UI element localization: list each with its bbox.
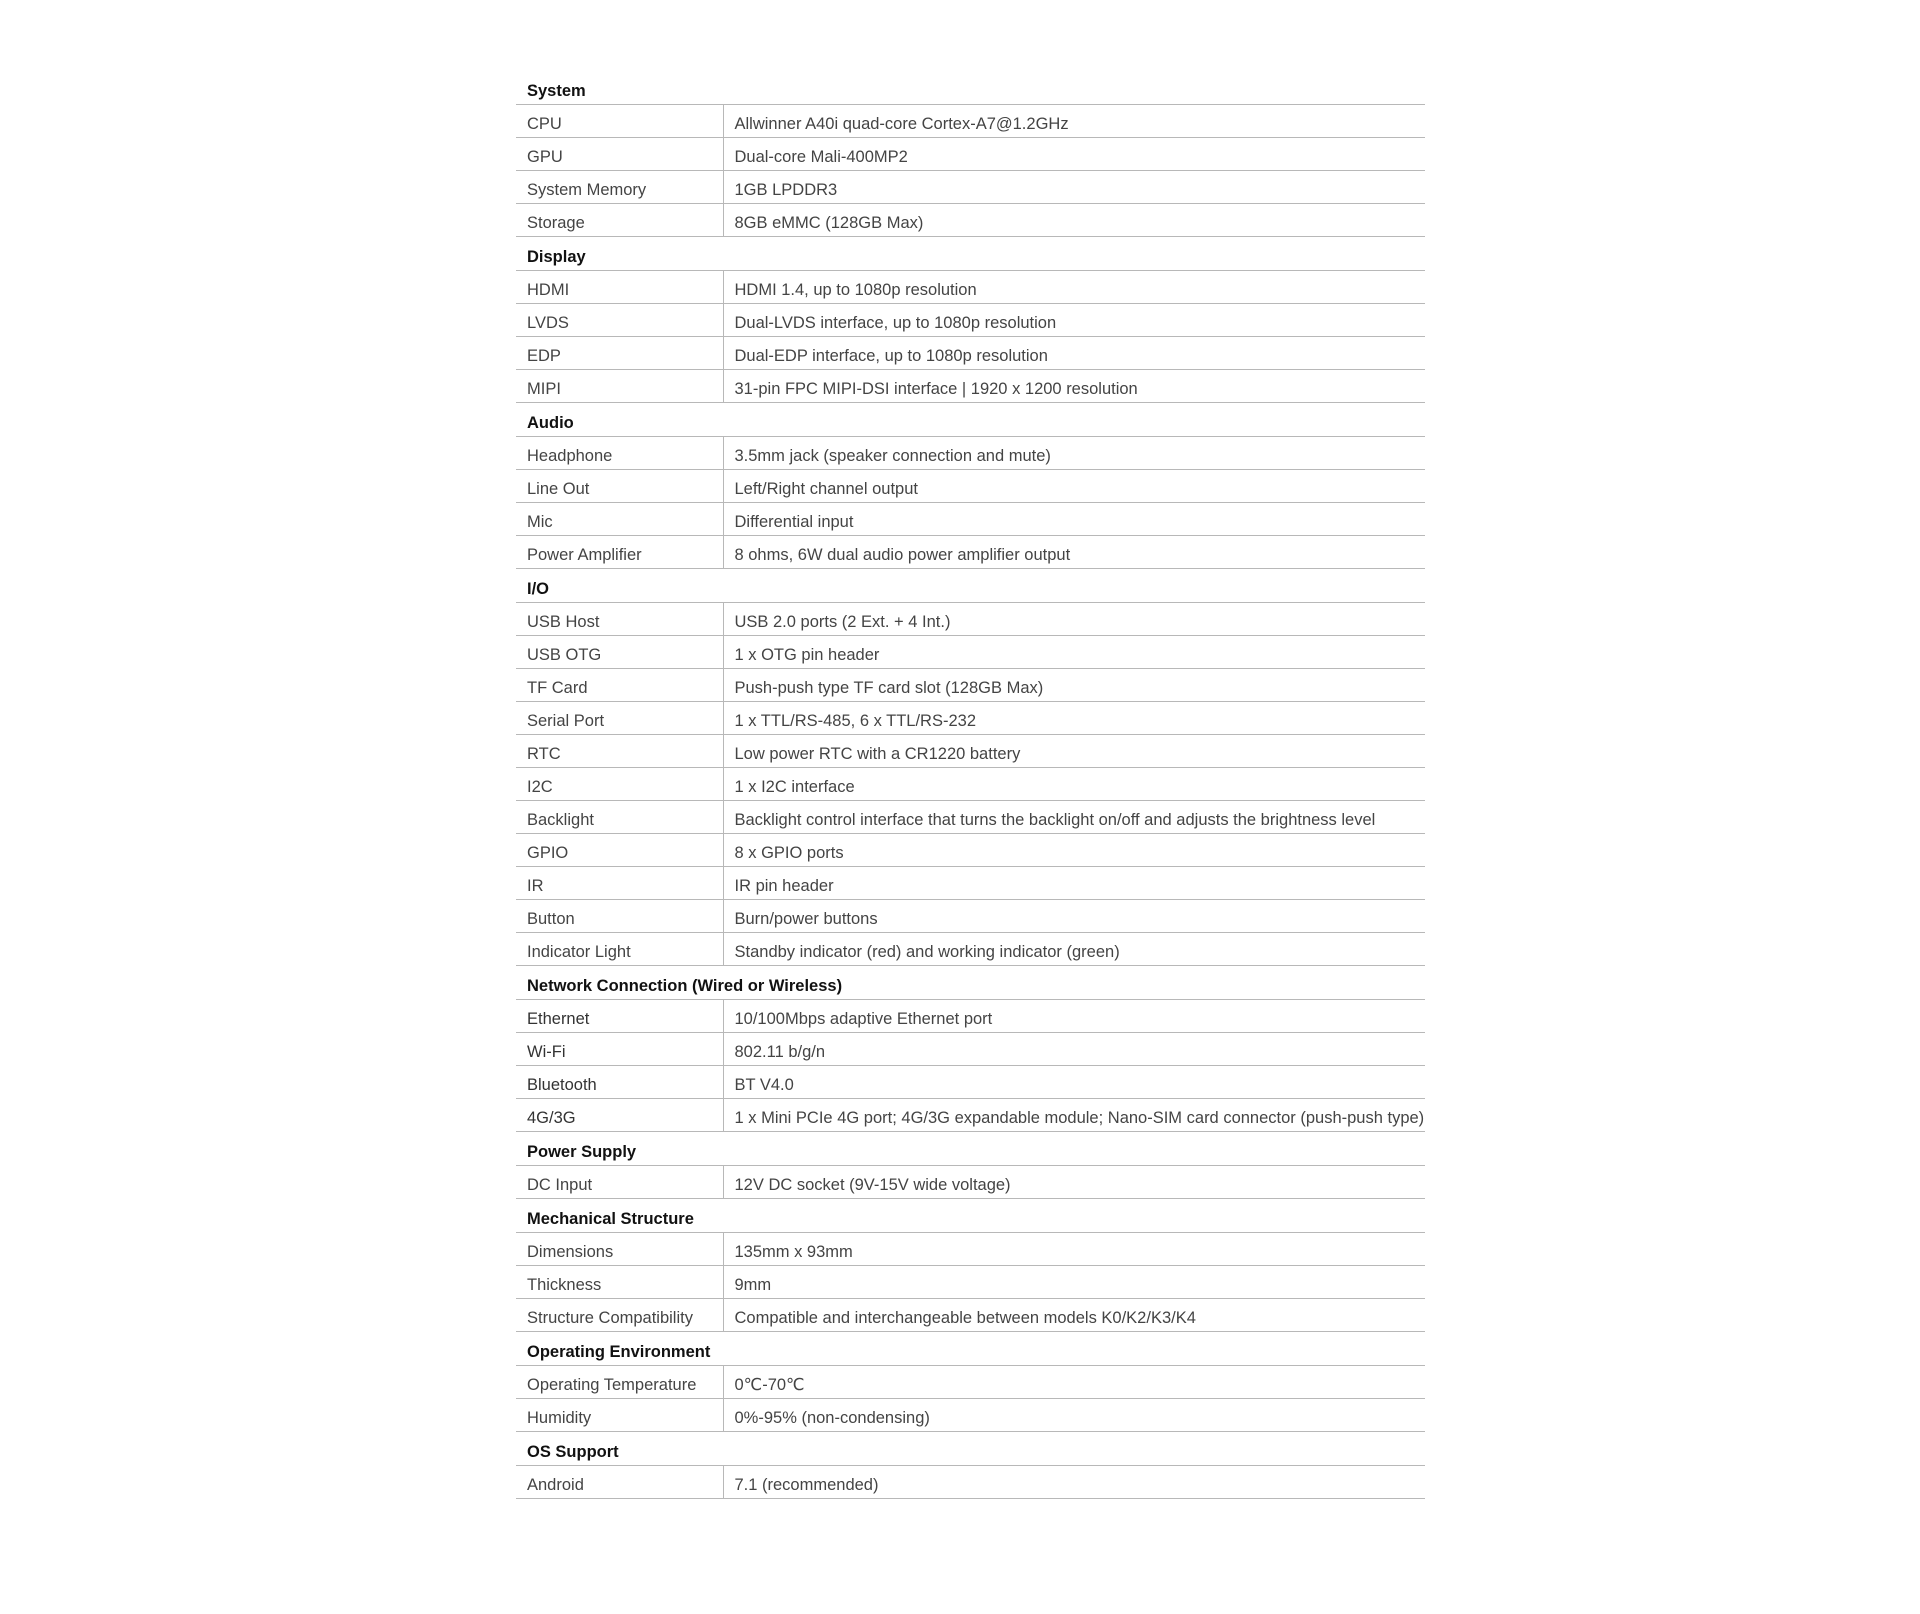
spec-row bbox=[516, 337, 1425, 370]
spec-row bbox=[516, 1466, 1425, 1499]
spec-value: 1GB LPDDR3 bbox=[723, 171, 1425, 204]
spec-value: 3.5mm jack (speaker connection and mute) bbox=[723, 437, 1425, 470]
spec-row bbox=[516, 1233, 1425, 1266]
spec-label: Line Out bbox=[516, 470, 723, 503]
spec-label: TF Card bbox=[516, 669, 723, 702]
spec-value: 1 x I2C interface bbox=[723, 768, 1425, 801]
spec-label: MIPI bbox=[516, 370, 723, 403]
spec-value: Dual-LVDS interface, up to 1080p resolution bbox=[723, 304, 1425, 337]
spec-row bbox=[516, 1366, 1425, 1399]
spec-value: 8GB eMMC (128GB Max) bbox=[723, 204, 1425, 237]
spec-value: 8 x GPIO ports bbox=[723, 834, 1425, 867]
spec-value: 9mm bbox=[723, 1266, 1425, 1299]
spec-value: Left/Right channel output bbox=[723, 470, 1425, 503]
spec-row bbox=[516, 636, 1425, 669]
section-header-network-connection-wired-or-wireless bbox=[516, 966, 1425, 1000]
spec-value: 135mm x 93mm bbox=[723, 1233, 1425, 1266]
spec-value: 12V DC socket (9V-15V wide voltage) bbox=[723, 1166, 1425, 1199]
section-title: OS Support bbox=[516, 1432, 1425, 1466]
spec-row bbox=[516, 933, 1425, 966]
spec-value: 8 ohms, 6W dual audio power amplifier output bbox=[723, 536, 1425, 569]
spec-row bbox=[516, 304, 1425, 337]
spec-value: Allwinner A40i quad-core Cortex-A7@1.2GHz bbox=[723, 105, 1425, 138]
section-title: Operating Environment bbox=[516, 1332, 1425, 1366]
section-header-power-supply bbox=[516, 1132, 1425, 1166]
spec-label: Wi-Fi bbox=[516, 1033, 723, 1066]
spec-label: USB Host bbox=[516, 603, 723, 636]
spec-row bbox=[516, 1299, 1425, 1332]
spec-row bbox=[516, 204, 1425, 237]
spec-value: Backlight control interface that turns the backlight on/off and adjusts the brightness level bbox=[723, 801, 1425, 834]
spec-value: 0℃-70℃ bbox=[723, 1366, 1425, 1399]
spec-value: Dual-core Mali-400MP2 bbox=[723, 138, 1425, 171]
spec-label: DC Input bbox=[516, 1166, 723, 1199]
section-title: Display bbox=[516, 237, 1425, 271]
spec-table-body bbox=[516, 71, 1425, 1499]
spec-label: I2C bbox=[516, 768, 723, 801]
spec-label: Thickness bbox=[516, 1266, 723, 1299]
spec-row bbox=[516, 271, 1425, 304]
spec-row bbox=[516, 702, 1425, 735]
spec-value: Differential input bbox=[723, 503, 1425, 536]
spec-label: Android bbox=[516, 1466, 723, 1499]
spec-table bbox=[516, 71, 1425, 1499]
spec-row bbox=[516, 1399, 1425, 1432]
spec-label: Backlight bbox=[516, 801, 723, 834]
spec-value: 0%-95% (non-condensing) bbox=[723, 1399, 1425, 1432]
spec-label: EDP bbox=[516, 337, 723, 370]
spec-value: Low power RTC with a CR1220 battery bbox=[723, 735, 1425, 768]
section-title: I/O bbox=[516, 569, 1425, 603]
spec-label: Indicator Light bbox=[516, 933, 723, 966]
spec-value: IR pin header bbox=[723, 867, 1425, 900]
spec-value: 802.11 b/g/n bbox=[723, 1033, 1425, 1066]
spec-row bbox=[516, 1066, 1425, 1099]
spec-label: IR bbox=[516, 867, 723, 900]
spec-label: Serial Port bbox=[516, 702, 723, 735]
spec-label: 4G/3G bbox=[516, 1099, 723, 1132]
section-header-mechanical-structure bbox=[516, 1199, 1425, 1233]
spec-row bbox=[516, 735, 1425, 768]
spec-label: Power Amplifier bbox=[516, 536, 723, 569]
section-header-display bbox=[516, 237, 1425, 271]
spec-value: Compatible and interchangeable between models K0/K2/K3/K4 bbox=[723, 1299, 1425, 1332]
spec-value: 31-pin FPC MIPI-DSI interface | 1920 x 1200 resolution bbox=[723, 370, 1425, 403]
section-title: Power Supply bbox=[516, 1132, 1425, 1166]
spec-row bbox=[516, 1000, 1425, 1033]
spec-row bbox=[516, 669, 1425, 702]
section-title: Network Connection (Wired or Wireless) bbox=[516, 966, 1425, 1000]
spec-label: Button bbox=[516, 900, 723, 933]
spec-row bbox=[516, 768, 1425, 801]
spec-label: GPIO bbox=[516, 834, 723, 867]
spec-row bbox=[516, 603, 1425, 636]
spec-label: USB OTG bbox=[516, 636, 723, 669]
spec-value: USB 2.0 ports (2 Ext. + 4 Int.) bbox=[723, 603, 1425, 636]
spec-row bbox=[516, 1166, 1425, 1199]
spec-row bbox=[516, 171, 1425, 204]
spec-label: CPU bbox=[516, 105, 723, 138]
section-title: Audio bbox=[516, 403, 1425, 437]
spec-label: RTC bbox=[516, 735, 723, 768]
spec-label: HDMI bbox=[516, 271, 723, 304]
section-header-i-o bbox=[516, 569, 1425, 603]
spec-label: Bluetooth bbox=[516, 1066, 723, 1099]
spec-label: Ethernet bbox=[516, 1000, 723, 1033]
spec-value: Burn/power buttons bbox=[723, 900, 1425, 933]
spec-value: 1 x Mini PCIe 4G port; 4G/3G expandable module; Nano-SIM card connector (push-push type) bbox=[723, 1099, 1425, 1132]
spec-row bbox=[516, 900, 1425, 933]
spec-row bbox=[516, 138, 1425, 171]
spec-value: Dual-EDP interface, up to 1080p resolution bbox=[723, 337, 1425, 370]
section-header-operating-environment bbox=[516, 1332, 1425, 1366]
spec-value: 1 x OTG pin header bbox=[723, 636, 1425, 669]
spec-value: BT V4.0 bbox=[723, 1066, 1425, 1099]
spec-label: System Memory bbox=[516, 171, 723, 204]
spec-row bbox=[516, 867, 1425, 900]
spec-value: 10/100Mbps adaptive Ethernet port bbox=[723, 1000, 1425, 1033]
spec-value: Push-push type TF card slot (128GB Max) bbox=[723, 669, 1425, 702]
spec-label: LVDS bbox=[516, 304, 723, 337]
spec-row bbox=[516, 503, 1425, 536]
spec-value: 7.1 (recommended) bbox=[723, 1466, 1425, 1499]
spec-row bbox=[516, 105, 1425, 138]
spec-row bbox=[516, 437, 1425, 470]
section-title: Mechanical Structure bbox=[516, 1199, 1425, 1233]
section-header-audio bbox=[516, 403, 1425, 437]
spec-row bbox=[516, 1099, 1425, 1132]
spec-label: Headphone bbox=[516, 437, 723, 470]
spec-row bbox=[516, 834, 1425, 867]
section-header-system bbox=[516, 71, 1425, 105]
spec-value: 1 x TTL/RS-485, 6 x TTL/RS-232 bbox=[723, 702, 1425, 735]
spec-row bbox=[516, 470, 1425, 503]
spec-label: GPU bbox=[516, 138, 723, 171]
spec-label: Operating Temperature bbox=[516, 1366, 723, 1399]
spec-row bbox=[516, 370, 1425, 403]
spec-label: Structure Compatibility bbox=[516, 1299, 723, 1332]
spec-value: Standby indicator (red) and working indicator (green) bbox=[723, 933, 1425, 966]
spec-label: Dimensions bbox=[516, 1233, 723, 1266]
section-header-os-support bbox=[516, 1432, 1425, 1466]
spec-row bbox=[516, 1033, 1425, 1066]
spec-label: Humidity bbox=[516, 1399, 723, 1432]
spec-row bbox=[516, 536, 1425, 569]
section-title: System bbox=[516, 71, 1425, 105]
spec-row bbox=[516, 1266, 1425, 1299]
spec-row bbox=[516, 801, 1425, 834]
spec-label: Storage bbox=[516, 204, 723, 237]
spec-label: Mic bbox=[516, 503, 723, 536]
spec-value: HDMI 1.4, up to 1080p resolution bbox=[723, 271, 1425, 304]
